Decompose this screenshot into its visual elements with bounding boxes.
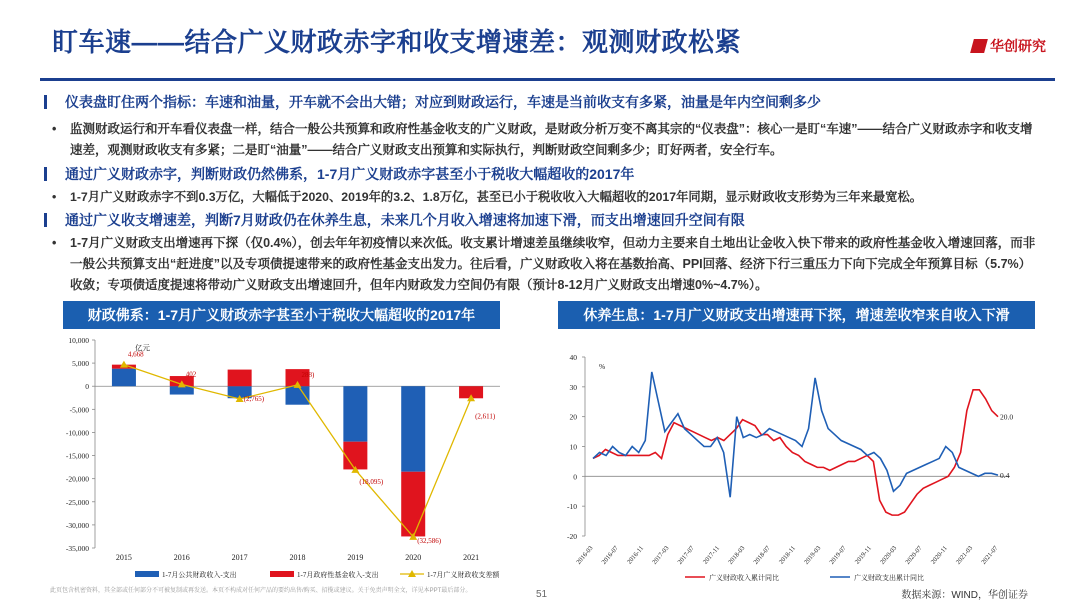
section-heading-2: 通过广义财政赤字，判断财政仍然佛系，1-7月广义财政赤字甚至小于税收大幅超收的2017年	[44, 164, 634, 184]
data-label-2019: (18,095)	[359, 477, 384, 486]
data-label-2020: (32,586)	[417, 536, 442, 545]
x-tick-label: 2016	[173, 553, 190, 562]
x-tick-label: 2020-11	[929, 544, 949, 566]
x-tick-label: 2018	[289, 553, 306, 562]
y-tick-label: -25,000	[65, 497, 89, 507]
right-line-chart	[550, 332, 1050, 587]
bullet-3: • 1-7月广义财政支出增速再下探（仅0.4%），创去年年初疫情以来次低。收支累计增速差虽继续收窄，但动力主要来自土地出让金收入快下带来的政府性基金收入增速回落，而非一般公共预算支出“赶进度”以及专项债提速带来的政府性基金支出发力。往后看，广义财政收入将在基数抬高、PPI回落、经济下行三重压力下向下完成全年预算目标（5.7%）收敛；专项债适度提速将带动广义财政支出增速回升，但年内财政发力空间仍有限（预计8-12月广义财政支出增速0%~4.7%）。	[52, 236, 1036, 292]
y-tick-label: 0	[573, 472, 577, 482]
logo-text: 华创研究	[990, 38, 1046, 54]
y-tick-label: -35,000	[65, 544, 89, 553]
section-bar-icon	[44, 167, 47, 181]
data-label-2021: (2,611)	[475, 412, 496, 421]
end-label-revenue: 20.0	[1000, 412, 1014, 422]
x-tick-label: 2019-07	[828, 544, 848, 566]
y-tick-label: -5,000	[69, 405, 89, 415]
legend-label: 广义财政支出累计同比	[854, 574, 924, 582]
legend-swatch	[135, 571, 159, 577]
y-axis-label: %	[599, 361, 606, 371]
y-tick-label: -30,000	[65, 520, 89, 530]
y-tick-label: -20,000	[65, 474, 89, 484]
x-tick-label: 2018-07	[752, 544, 772, 566]
y-tick-label: 10	[569, 442, 577, 452]
y-tick-label: 0	[85, 382, 89, 392]
bullet-1: • 监测财政运行和开车看仪表盘一样，结合一般公共预算和政府性基金收支的广义财政，是财政分析万变不离其宗的“仪表盘”：核心一是盯“车速”——结合广义财政赤字和收支增速差，观测财政收支有多紧；二是盯“油量”——结合广义财政支出预算和实际执行，判断财政空间剩多少；盯好两者，安全行车。	[52, 122, 1033, 157]
legend-label: 1-7月政府性基金收入-支出	[297, 571, 379, 579]
logo	[972, 36, 1046, 56]
footnote: 此页包含机密资料，其全部或任何部分不可被复制或再发送。本页不构成对任何产品的要约出售/购买、招揽或建议。关于免责声明全文，详见本PPT最后部分。	[50, 588, 472, 594]
left-chart-title: 财政佛系：1-7月广义财政赤字甚至小于税收大幅超收的2017年	[63, 301, 500, 329]
legend-swatch	[270, 571, 294, 577]
logo-mark-icon	[970, 39, 988, 53]
right-chart-title: 休养生息：1-7月广义财政支出增速再下探，增速差收窄来自收入下滑	[558, 301, 1035, 329]
bar-public-2019	[343, 386, 367, 441]
y-axis-label: 亿元	[135, 343, 150, 353]
bar-public-2015	[112, 369, 136, 387]
x-tick-label: 2018-03	[727, 544, 747, 566]
x-tick-label: 2018-11	[777, 544, 798, 566]
end-label-expenditure: 0.4	[1000, 471, 1010, 481]
y-tick-label: 30	[569, 382, 577, 392]
y-tick-label: 5,000	[72, 359, 89, 369]
y-tick-label: -15,000	[65, 451, 89, 461]
marker-2015	[120, 361, 128, 368]
data-label-2016: 402	[185, 370, 197, 379]
y-tick-label: 10,000	[68, 336, 89, 345]
x-tick-label: 2021-07	[980, 544, 1000, 566]
legend-label: 广义财政收入累计同比	[709, 574, 779, 582]
line-revenue	[593, 390, 998, 515]
x-tick-label: 2019-03	[803, 544, 823, 566]
y-tick-label: -20	[567, 532, 577, 541]
bar-fund-2017	[228, 370, 252, 387]
section-heading-1: 仪表盘盯住两个指标：车速和油量，开车就不会出大错；对应到财政运行，车速是当前收支有多紧，油量是年内空间剩多少	[44, 92, 821, 112]
x-tick-label: 2016-07	[600, 544, 620, 566]
x-tick-label: 2020	[405, 553, 422, 562]
section-bar-icon	[44, 95, 47, 109]
section-heading-3: 通过广义收支增速差，判断7月财政仍在休养生息，未来几个月收入增速将加速下滑，而支出增速回升空间有限	[44, 210, 745, 230]
x-tick-label: 2020-03	[878, 544, 899, 566]
x-tick-label: 2019-11	[853, 544, 873, 566]
data-source: 数据来源：WIND，华创证券	[901, 590, 1028, 601]
x-tick-label: 2021-03	[954, 544, 975, 566]
y-tick-label: -10,000	[65, 428, 89, 438]
data-label-2015: 4,668	[127, 350, 144, 359]
x-tick-label: 2021	[463, 553, 480, 562]
x-tick-label: 2016-11	[626, 544, 646, 566]
bar-public-2016	[170, 386, 194, 394]
x-tick-label: 2015	[115, 553, 132, 562]
legend-label: 1-7月公共财政收入-支出	[162, 571, 237, 579]
page-title: 盯车速——结合广义财政赤字和收支增速差：观测财政松紧	[52, 27, 742, 57]
bar-public-2020	[401, 386, 425, 472]
x-tick-label: 2017	[231, 553, 248, 562]
x-tick-label: 2017-11	[701, 544, 722, 566]
x-tick-label: 2017-03	[651, 544, 671, 566]
data-label-2017: (2,765)	[243, 395, 265, 404]
left-bar-chart	[50, 332, 520, 587]
y-tick-label: 20	[569, 412, 577, 422]
bar-public-2018	[286, 386, 310, 404]
x-tick-label: 2019	[347, 553, 364, 562]
y-tick-label: 40	[569, 353, 577, 362]
x-tick-label: 2016-03	[575, 544, 595, 566]
y-tick-label: -10	[567, 502, 577, 512]
x-tick-label: 2020-07	[904, 544, 924, 566]
legend-label: 1-7月广义财政收支差额	[427, 571, 500, 579]
line-expenditure	[593, 372, 998, 497]
bullet-2: • 1-7月广义财政赤字不到0.3万亿，大幅低于2020、2019年的3.2、1.8万亿，甚至已小于税收收入大幅超收的2017年同期，显示财政收支形势为三年来最宽松。	[52, 190, 923, 204]
x-tick-label: 2017-07	[676, 544, 696, 566]
data-label-2018: 288)	[301, 370, 315, 379]
bar-fund-2019	[343, 442, 367, 470]
section-bar-icon	[44, 213, 47, 227]
header-rule	[40, 78, 1055, 81]
page-number: 51	[536, 589, 548, 600]
